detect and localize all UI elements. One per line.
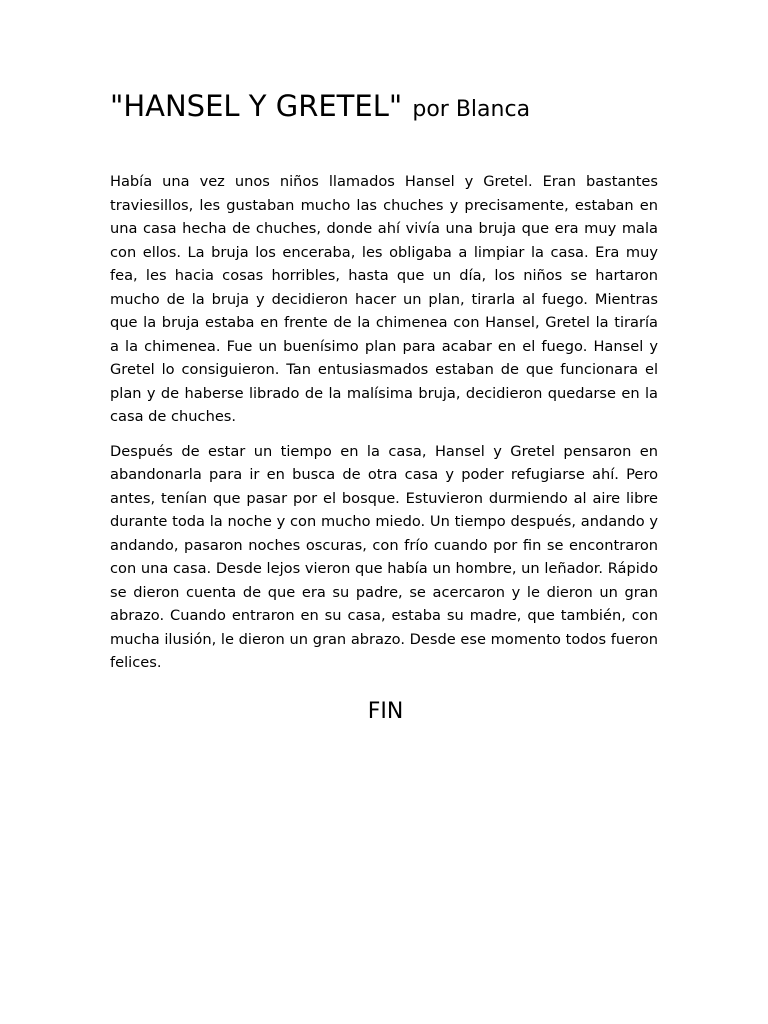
author-line: por Blanca	[412, 97, 531, 122]
paragraph-2: Después de estar un tiempo en la casa, Hansel y Gretel pensaron en abandonarla para ir en busca de otra casa y poder refugiarse ahí. Pero antes, tenían que pasar por el bosque. Estuvieron durmiendo al aire libre durante toda la noche y con mucho miedo. Un tiempo después, andando y andando, pasaron noches oscuras, con frío cuando por fin se encontraron con una casa. Desde lejos vieron que había un hombre, un leñador. Rápido se dieron cuenta de que era su padre, se acercaron y le dieron un gran abrazo. Cuando entraron en su casa, estaba su madre, que también, con mucha ilusión, le dieron un gran abrazo. Desde ese momento todos fueron felices.	[110, 442, 658, 671]
story-title: "HANSEL Y GRETEL"	[110, 89, 403, 123]
paragraph-1: Había una vez unos niños llamados Hansel y Gretel. Eran bastantes traviesillos, les gustaban mucho las chuches y precisamente, estaban en una casa hecha de chuches, donde ahí vivía una bruja que era muy mala con ellos. La bruja los enceraba, les obligaba a limpiar la casa. Era muy fea, les hacia cosas horribles, hasta que un día, los niños se hartaron mucho de la bruja y decidieron hacer un plan, tirarla al fuego. Mientras que la bruja estaba en frente de la chimenea con Hansel, Gretel la tiraría a la chimenea. Fue un buenísimo plan para acabar en el fuego. Hansel y Gretel lo consiguieron. Tan entusiasmados estaban de que funcionara el plan y de haberse librado de la malísima bruja, decidieron quedarse en la casa de chuches.	[110, 173, 658, 425]
ending-text: FIN	[367, 699, 404, 724]
story-body	[110, 170, 658, 686]
document-title	[110, 86, 670, 124]
